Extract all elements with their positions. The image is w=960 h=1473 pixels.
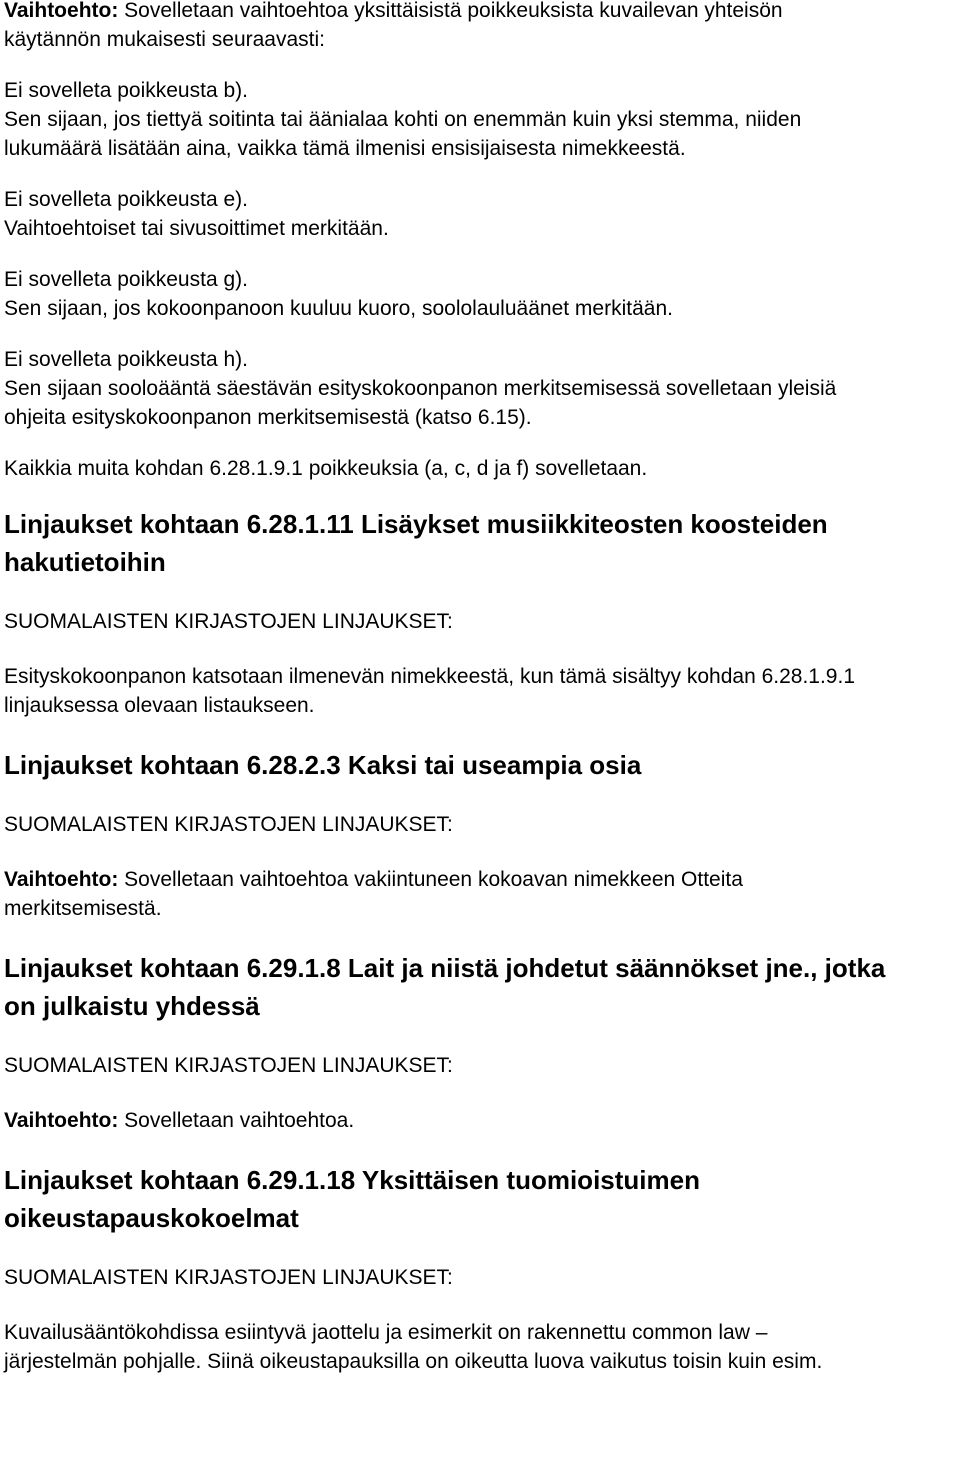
intro-line-2: käytännön mukaisesti seuraavasti: (4, 28, 325, 51)
policy-label: SUOMALAISTEN KIRJASTOJEN LINJAUKSET: (4, 1266, 453, 1289)
section-body-line: Esityskokoonpanon katsotaan ilmenevän nimekkeestä, kun tämä sisältyy kohdan 6.28.1.9.1 (4, 665, 856, 688)
policy-label: SUOMALAISTEN KIRJASTOJEN LINJAUKSET: (4, 813, 453, 836)
exception-line: ohjeita esityskokoonpanon merkitsemisestä (katso 6.15). (4, 406, 532, 429)
intro-paragraph (4, 0, 954, 54)
exception-line: Sen sijaan sooloääntä säestävän esityskokoonpanon merkitsemisessä sovelletaan yleisiä (4, 377, 837, 400)
exception-paragraph (4, 454, 954, 483)
exception-line: Kaikkia muita kohdan 6.28.1.9.1 poikkeuksia (a, c, d ja f) sovelletaan. (4, 457, 648, 480)
policy-label: SUOMALAISTEN KIRJASTOJEN LINJAUKSET: (4, 1054, 453, 1077)
section-heading: Linjaukset kohtaan 6.29.1.8 Lait ja niistä johdetut säännökset jne., jotka (4, 953, 886, 983)
section-body-line (4, 1106, 954, 1135)
section (4, 505, 954, 720)
option-text: Sovelletaan vaihtoehtoa vakiintuneen kokoavan nimekkeen Otteita (118, 868, 743, 891)
section-heading: Linjaukset kohtaan 6.29.1.18 Yksittäisen tuomioistuimen (4, 1165, 700, 1195)
option-label: Vaihtoehto: (4, 0, 119, 22)
option-text: Sovelletaan vaihtoehtoa yksittäisistä poikkeuksista kuvailevan yhteisön (118, 0, 783, 22)
section-body-line: linjauksessa olevaan listaukseen. (4, 694, 315, 717)
exception-line: lukumäärä lisätään aina, vaikka tämä ilmenisi ensisijaisesta nimekkeestä. (4, 137, 686, 160)
exception-line: Ei sovelleta poikkeusta e). (4, 188, 248, 211)
section-body-line: järjestelmän pohjalle. Siinä oikeustapauksilla on oikeutta luova vaikutus toisin kuin esim. (4, 1350, 823, 1373)
option-label: Vaihtoehto: (4, 1109, 119, 1132)
exception-line: Sen sijaan, jos tiettyä soitinta tai äänialaa kohti on enemmän kuin yksi stemma, niiden (4, 108, 802, 131)
exception-line: Vaihtoehtoiset tai sivusoittimet merkitään. (4, 217, 389, 240)
exception-paragraph (4, 265, 954, 323)
section-heading: hakutietoihin (4, 547, 166, 577)
document-page (4, 0, 954, 1376)
section-heading: on julkaistu yhdessä (4, 991, 260, 1021)
section-heading: oikeustapauskokoelmat (4, 1203, 299, 1233)
option-text: Sovelletaan vaihtoehtoa. (118, 1109, 355, 1132)
option-label: Vaihtoehto: (4, 868, 119, 891)
section-heading: Linjaukset kohtaan 6.28.2.3 Kaksi tai useampia osia (4, 750, 642, 780)
section (4, 949, 954, 1135)
section (4, 746, 954, 923)
exception-line: Ei sovelleta poikkeusta b). (4, 79, 248, 102)
section-body-line: Kuvailusääntökohdissa esiintyvä jaottelu ja esimerkit on rakennettu common law – (4, 1321, 768, 1344)
exception-paragraph (4, 185, 954, 243)
exception-paragraph (4, 76, 954, 163)
section-heading: Linjaukset kohtaan 6.28.1.11 Lisäykset musiikkiteosten koosteiden (4, 509, 828, 539)
intro-line-1 (4, 0, 954, 25)
exception-paragraph (4, 345, 954, 432)
policy-label: SUOMALAISTEN KIRJASTOJEN LINJAUKSET: (4, 610, 453, 633)
section (4, 1161, 954, 1376)
exception-line: Ei sovelleta poikkeusta g). (4, 268, 248, 291)
section-body-line (4, 865, 954, 894)
section-body-line: merkitsemisestä. (4, 897, 162, 920)
exception-line: Sen sijaan, jos kokoonpanoon kuuluu kuoro, soololauluäänet merkitään. (4, 297, 673, 320)
exception-line: Ei sovelleta poikkeusta h). (4, 348, 248, 371)
